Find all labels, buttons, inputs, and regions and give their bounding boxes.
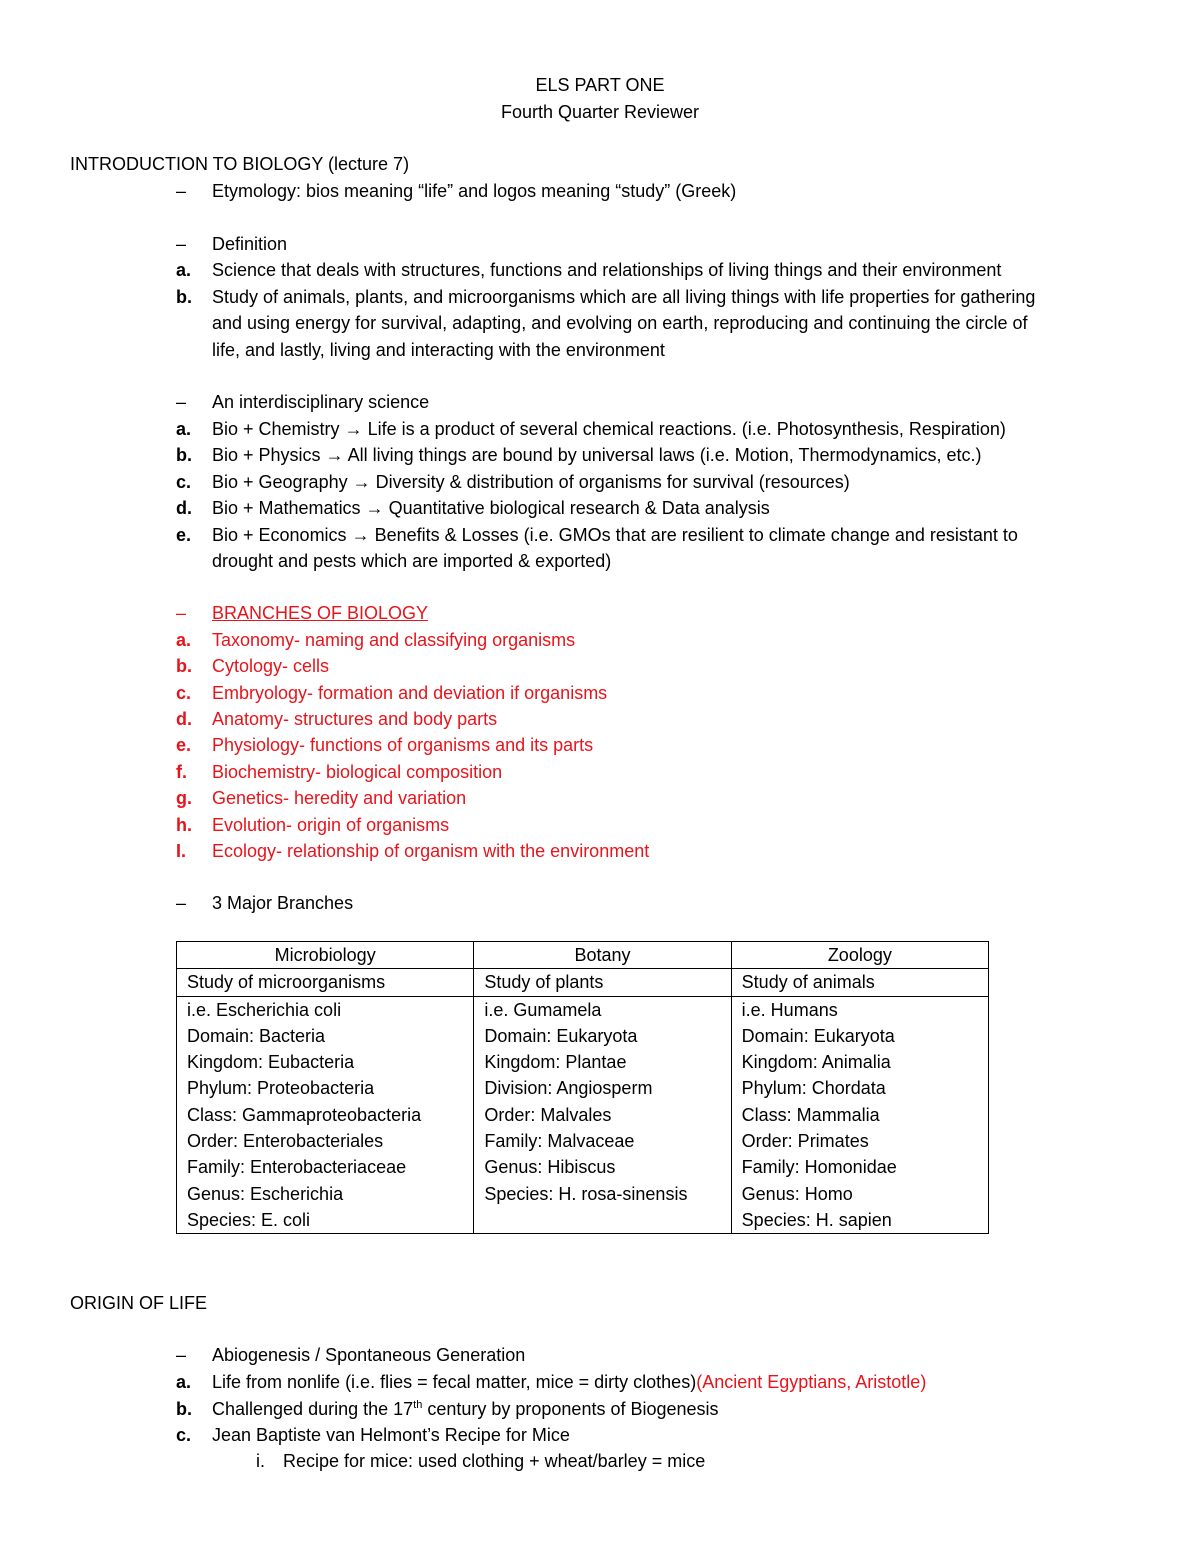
branch-item: Cytology- cells bbox=[212, 656, 330, 676]
definition-b-line-2: and using energy for survival, adapting, and evolving on earth, reproducing and continuing the circle of bbox=[212, 313, 1028, 333]
list-marker: e. bbox=[176, 735, 192, 755]
interdisciplinary-item: Bio + Geography → Diversity & distribution of organisms for survival (resources) bbox=[212, 472, 850, 492]
list-marker: g. bbox=[176, 788, 192, 808]
list-marker: d. bbox=[176, 709, 192, 729]
definition-a: Science that deals with structures, functions and relationships of living things and their environment bbox=[212, 260, 1002, 280]
list-marker: c. bbox=[176, 472, 192, 492]
list-marker: b. bbox=[176, 656, 192, 676]
arrow-icon: → bbox=[352, 472, 371, 492]
interdisciplinary-item: Bio + Physics → All living things are bound by universal laws (i.e. Motion, Thermodynamics, etc.) bbox=[212, 445, 982, 465]
abiogenesis-label: Abiogenesis / Spontaneous Generation bbox=[212, 1345, 526, 1365]
table-cell: Study of animals bbox=[731, 969, 988, 996]
table-header-cell: Zoology bbox=[731, 942, 988, 969]
arrow-icon: → bbox=[365, 498, 384, 518]
section-heading-origin: ORIGIN OF LIFE bbox=[70, 1293, 208, 1313]
document-title: ELS PART ONE bbox=[535, 75, 665, 95]
bullet-dash: – bbox=[176, 181, 187, 201]
origin-item-b: Challenged during the 17th century by proponents of Biogenesis bbox=[212, 1399, 719, 1419]
arrow-icon: → bbox=[351, 525, 370, 545]
list-marker: i. bbox=[256, 1451, 265, 1471]
bullet-dash: – bbox=[176, 392, 187, 412]
interdisciplinary-item: Bio + Mathematics → Quantitative biological research & Data analysis bbox=[212, 498, 770, 518]
bullet-dash: – bbox=[176, 603, 187, 623]
branch-item: Evolution- origin of organisms bbox=[212, 815, 450, 835]
interdisciplinary-item: Bio + Chemistry → Life is a product of several chemical reactions. (i.e. Photosynthesis, Respiration) bbox=[212, 419, 1006, 439]
branch-item: Ecology- relationship of organism with the environment bbox=[212, 841, 650, 861]
table-cell: i.e. Humans Domain: Eukaryota Kingdom: Animalia Phylum: Chordata Class: Mammalia Order: Primates Family: Homonidae Genus: Homo Species: H. sapien bbox=[731, 996, 988, 1234]
list-marker: a. bbox=[176, 419, 192, 439]
origin-item-c-i: Recipe for mice: used clothing + wheat/barley = mice bbox=[283, 1451, 706, 1471]
list-marker: a. bbox=[176, 1372, 192, 1392]
definition-label: Definition bbox=[212, 234, 288, 254]
origin-item-a-red: (Ancient Egyptians, Aristotle) bbox=[696, 1372, 927, 1392]
list-marker: a. bbox=[176, 630, 192, 650]
branch-item: Physiology- functions of organisms and its parts bbox=[212, 735, 594, 755]
branches-heading: BRANCHES OF BIOLOGY bbox=[212, 603, 429, 623]
definition-b-line-1: Study of animals, plants, and microorganisms which are all living things with life properties for gathering bbox=[212, 287, 1036, 307]
list-marker: I. bbox=[176, 841, 187, 861]
list-marker: b. bbox=[176, 445, 192, 465]
table-cell: Study of plants bbox=[474, 969, 731, 996]
bullet-dash: – bbox=[176, 1345, 187, 1365]
table-row bbox=[177, 969, 989, 996]
table-cell: i.e. Gumamela Domain: Eukaryota Kingdom: Plantae Division: Angiosperm Order: Malvales Family: Malvaceae Genus: Hibiscus Species: H. rosa-sinensis bbox=[474, 996, 731, 1234]
list-marker: f. bbox=[176, 762, 187, 782]
definition-b-line-3: life, and lastly, living and interacting with the environment bbox=[212, 340, 665, 360]
list-marker: e. bbox=[176, 525, 192, 545]
interdisciplinary-item-continuation: drought and pests which are imported & exported) bbox=[212, 551, 612, 571]
section-heading-intro: INTRODUCTION TO BIOLOGY (lecture 7) bbox=[70, 154, 410, 174]
branch-item: Genetics- heredity and variation bbox=[212, 788, 467, 808]
table-header-cell: Botany bbox=[474, 942, 731, 969]
branch-item: Anatomy- structures and body parts bbox=[212, 709, 498, 729]
table-row bbox=[177, 996, 989, 1234]
list-marker: b. bbox=[176, 1399, 192, 1419]
branch-item: Taxonomy- naming and classifying organisms bbox=[212, 630, 576, 650]
list-marker: c. bbox=[176, 1425, 192, 1445]
table-cell: i.e. Escherichia coli Domain: Bacteria Kingdom: Eubacteria Phylum: Proteobacteria Class: Gammaproteobacteria Order: Enterobacteriales Family: Enterobacteriaceae Genus: Escherichia Species: E. coli bbox=[177, 996, 474, 1234]
bullet-dash: – bbox=[176, 234, 187, 254]
origin-item-c: Jean Baptiste van Helmont’s Recipe for Mice bbox=[212, 1425, 570, 1445]
table-cell: Study of microorganisms bbox=[177, 969, 474, 996]
interdisciplinary-item: Bio + Economics → Benefits & Losses (i.e. GMOs that are resilient to climate change and resistant to bbox=[212, 525, 1018, 545]
list-marker: b. bbox=[176, 287, 192, 307]
table-header-row bbox=[177, 942, 989, 969]
list-marker: h. bbox=[176, 815, 192, 835]
branch-item: Biochemistry- biological composition bbox=[212, 762, 503, 782]
arrow-icon: → bbox=[325, 445, 344, 465]
document-subtitle: Fourth Quarter Reviewer bbox=[500, 102, 700, 122]
list-marker: d. bbox=[176, 498, 192, 518]
arrow-icon: → bbox=[344, 419, 363, 439]
list-marker: a. bbox=[176, 260, 192, 280]
major-branches-label: 3 Major Branches bbox=[212, 893, 354, 913]
interdisciplinary-label: An interdisciplinary science bbox=[212, 392, 430, 412]
etymology-text: Etymology: bios meaning “life” and logos meaning “study” (Greek) bbox=[212, 181, 737, 201]
branch-item: Embryology- formation and deviation if organisms bbox=[212, 683, 608, 703]
origin-item-a: Life from nonlife (i.e. flies = fecal matter, mice = dirty clothes)(Ancient Egyptians, Aristotle) bbox=[212, 1372, 927, 1392]
major-branches-table bbox=[176, 941, 989, 1234]
bullet-dash: – bbox=[176, 893, 187, 913]
table-header-cell: Microbiology bbox=[177, 942, 474, 969]
list-marker: c. bbox=[176, 683, 192, 703]
